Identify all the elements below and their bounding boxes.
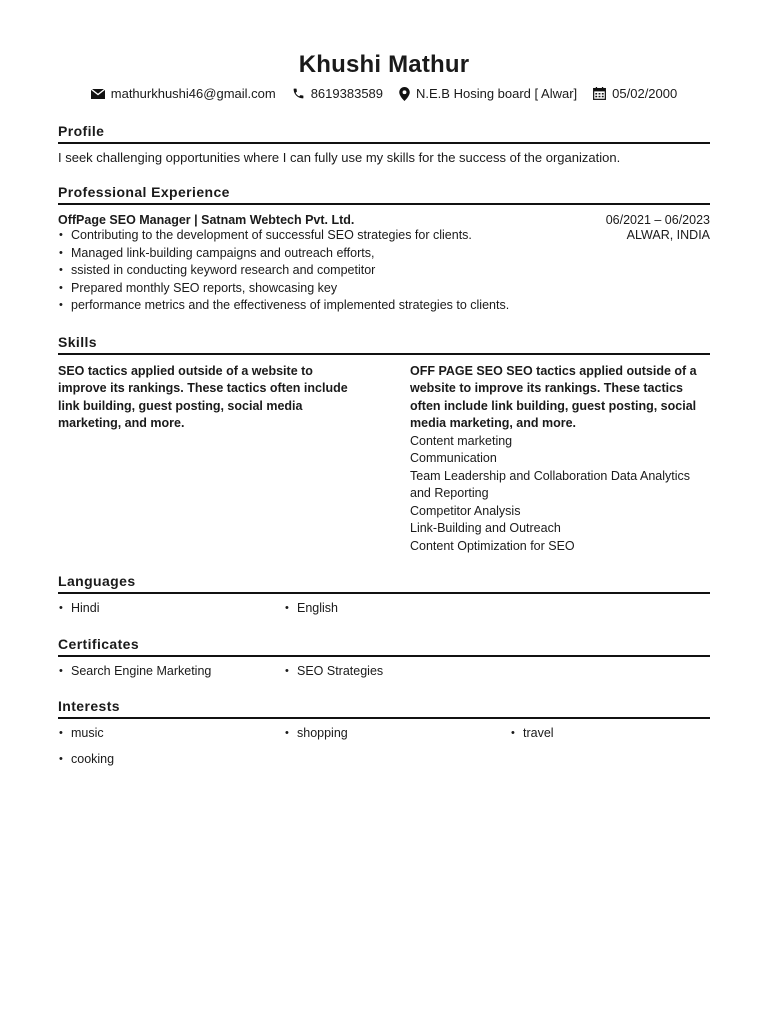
skill-item: Content marketing bbox=[410, 433, 513, 448]
certificates-list bbox=[58, 657, 710, 681]
list-item: • Contributing to the development of successful SEO strategies for clients. bbox=[58, 227, 509, 245]
skill-item: Communication bbox=[410, 451, 497, 465]
dob-text: 05/02/2000 bbox=[612, 86, 678, 101]
language-item: • English bbox=[284, 600, 510, 618]
section-title-interests: Interests bbox=[58, 698, 710, 719]
phone-text: 8619383589 bbox=[310, 86, 384, 101]
job-location: ALWAR, INDIA bbox=[626, 228, 710, 242]
skills-right-column bbox=[410, 363, 708, 556]
interests-list bbox=[58, 719, 710, 768]
section-title-certificates: Certificates bbox=[58, 636, 710, 657]
address-text: N.E.B Hosing board [ Alwar] bbox=[416, 86, 578, 101]
location-pin-icon bbox=[399, 87, 410, 101]
interest-item: • cooking bbox=[58, 751, 284, 769]
skills-left-column bbox=[58, 363, 356, 556]
job-entry bbox=[58, 205, 710, 315]
calendar-icon bbox=[593, 87, 606, 100]
interest-item: • music bbox=[58, 725, 284, 743]
contact-email bbox=[91, 86, 276, 101]
experience-section bbox=[58, 184, 710, 315]
job-dates: 06/2021 – 06/2023 bbox=[605, 213, 710, 227]
section-title-skills: Skills bbox=[58, 334, 710, 355]
certificate-item: • Search Engine Marketing bbox=[58, 663, 284, 681]
list-item: • ssisted in conducting keyword research and competitor bbox=[58, 262, 509, 280]
language-item: • Hindi bbox=[58, 600, 284, 618]
skill-item: Content Optimization for SEO bbox=[410, 538, 575, 553]
contact-dob bbox=[593, 86, 677, 101]
skills-section bbox=[58, 334, 710, 556]
list-item: • performance metrics and the effectiveness of implemented strategies to clients. bbox=[58, 297, 509, 315]
skill-item: Team Leadership and Collaboration Data Analytics and Reporting bbox=[410, 468, 691, 500]
contact-address bbox=[399, 86, 577, 101]
section-title-languages: Languages bbox=[58, 573, 710, 594]
email-text[interactable]: mathurkhushi46@gmail.com bbox=[110, 86, 276, 101]
section-title-experience: Professional Experience bbox=[58, 184, 710, 205]
languages-list bbox=[58, 594, 710, 618]
list-item: • Prepared monthly SEO reports, showcasing key bbox=[58, 280, 509, 298]
profile-section bbox=[58, 123, 710, 165]
contact-phone bbox=[292, 86, 383, 101]
certificates-section bbox=[58, 636, 710, 681]
interest-item: • shopping bbox=[284, 725, 510, 743]
contact-bar bbox=[58, 86, 710, 101]
resume-page bbox=[58, 50, 710, 768]
profile-text: I seek challenging opportunities where I can fully use my skills for the success of the organization. bbox=[58, 150, 621, 165]
phone-icon bbox=[292, 87, 305, 100]
job-details bbox=[58, 227, 710, 315]
skill-item: Competitor Analysis bbox=[410, 503, 521, 518]
languages-section bbox=[58, 573, 710, 618]
envelope-icon bbox=[91, 89, 105, 99]
skill-item: Link-Building and Outreach bbox=[410, 521, 561, 535]
skills-columns bbox=[58, 355, 710, 556]
section-title-profile: Profile bbox=[58, 123, 710, 144]
skill-description: OFF PAGE SEO SEO tactics applied outside of a website to improve its rankings. These tactics often include link building, guest posting, social media marketing, and more. bbox=[410, 363, 697, 430]
certificate-item: • SEO Strategies bbox=[284, 663, 510, 681]
candidate-name: Khushi Mathur bbox=[298, 51, 470, 78]
interests-section bbox=[58, 698, 710, 768]
skill-description: SEO tactics applied outside of a website to improve its rankings. These tactics often include link building, guest posting, social media marketing, and more. bbox=[58, 363, 348, 430]
job-bullets bbox=[58, 227, 509, 315]
list-item: • Managed link-building campaigns and outreach efforts, bbox=[58, 245, 509, 263]
interest-item: • travel bbox=[510, 725, 710, 743]
job-header bbox=[58, 213, 710, 227]
job-title: OffPage SEO Manager | Satnam Webtech Pvt. Ltd. bbox=[58, 213, 355, 227]
